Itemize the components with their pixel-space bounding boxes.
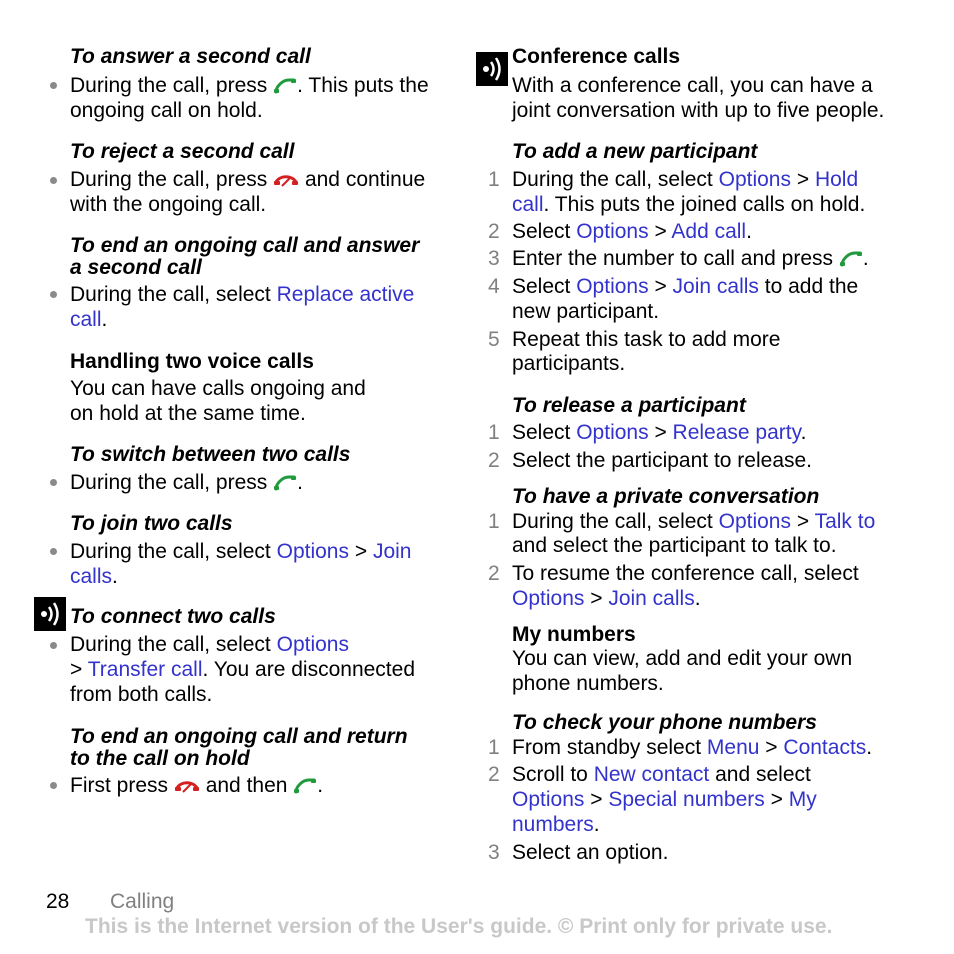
- answer-instruction-cont: ongoing call on hold.: [70, 99, 263, 122]
- add-step-2: [512, 219, 752, 244]
- page-number: 28: [46, 890, 70, 913]
- link-replace-active[interactable]: Replace active: [276, 283, 415, 306]
- conference-paragraph-2: joint conversation with up to five people.: [512, 99, 885, 122]
- text: . This puts the joined calls on hold.: [543, 193, 866, 216]
- handling-paragraph-2: on hold at the same time.: [70, 402, 306, 425]
- link-calls[interactable]: calls: [70, 565, 113, 588]
- text: .: [297, 471, 303, 494]
- heading-end-return-1: To end an ongoing call and return: [70, 725, 408, 748]
- add-step-5-cont: participants.: [512, 352, 626, 375]
- link-add-call[interactable]: Add call: [671, 220, 747, 243]
- text: From standby select: [512, 736, 702, 759]
- link-options[interactable]: Options: [576, 275, 649, 298]
- text: Enter the number to call and press: [512, 247, 834, 270]
- text: During the call, press: [70, 168, 268, 191]
- text: .: [800, 421, 807, 444]
- text: During the call, select: [512, 168, 713, 191]
- heading-conference-calls: Conference calls: [512, 45, 681, 68]
- text: .: [862, 247, 869, 270]
- heading-add-participant: To add a new participant: [512, 140, 758, 163]
- end-key-icon: [174, 778, 200, 794]
- link-contacts[interactable]: Contacts: [783, 736, 867, 759]
- link-special-numbers[interactable]: Special numbers: [608, 788, 765, 811]
- step-number: 1: [488, 421, 500, 444]
- reject-instruction-cont: with the ongoing call.: [70, 193, 267, 216]
- private-step-1-cont: and select the participant to talk to.: [512, 534, 837, 557]
- check-step-3: Select an option.: [512, 841, 669, 864]
- call-key-icon: [839, 251, 863, 267]
- private-step-2: To resume the conference call, select: [512, 562, 859, 585]
- step-number: 2: [488, 220, 500, 243]
- check-step-1: [512, 735, 872, 760]
- link-release-party[interactable]: Release party: [672, 421, 801, 444]
- text: Select: [512, 421, 571, 444]
- handling-paragraph-1: You can have calls ongoing and: [70, 377, 366, 400]
- link-options[interactable]: Options: [718, 510, 791, 533]
- add-step-5: Repeat this task to add more: [512, 328, 781, 351]
- join-instruction: [70, 539, 411, 564]
- text: Scroll to: [512, 763, 588, 786]
- text: .: [593, 813, 600, 836]
- add-step-1-cont: [512, 192, 865, 217]
- network-service-icon: [34, 597, 66, 631]
- private-step-1: [512, 509, 875, 534]
- release-step-1: [512, 420, 806, 445]
- connect-instruction-cont: [70, 657, 415, 682]
- bullet: [50, 177, 57, 184]
- bullet: [50, 479, 57, 486]
- heading-end-return-2: to the call on hold: [70, 747, 250, 770]
- separator: >: [590, 788, 603, 811]
- network-service-icon: [476, 52, 508, 86]
- step-number: 1: [488, 168, 500, 191]
- text: Select: [512, 220, 571, 243]
- separator: >: [354, 540, 368, 563]
- conference-paragraph-1: With a conference call, you can have a: [512, 74, 873, 97]
- link-join-calls[interactable]: Join calls: [672, 275, 759, 298]
- my-numbers-paragraph-1: You can view, add and edit your own: [512, 647, 853, 670]
- step-number: 2: [488, 562, 500, 585]
- bullet: [50, 782, 57, 789]
- check-step-2-end: [512, 812, 600, 837]
- link-options[interactable]: Options: [276, 540, 349, 563]
- call-key-icon: [273, 78, 297, 94]
- text: First press: [70, 774, 169, 797]
- bullet: [50, 548, 57, 555]
- link-transfer-call[interactable]: Transfer call: [87, 658, 203, 681]
- link-options[interactable]: Options: [718, 168, 791, 191]
- text: During the call, select: [70, 540, 271, 563]
- link-options[interactable]: Options: [576, 421, 649, 444]
- private-step-2-cont: [512, 586, 701, 611]
- text: During the call, press: [70, 74, 268, 97]
- text: and then: [205, 774, 288, 797]
- check-step-2-cont: [512, 787, 817, 812]
- link-menu[interactable]: Menu: [706, 736, 760, 759]
- call-key-icon: [273, 475, 297, 491]
- heading-switch-calls: To switch between two calls: [70, 443, 351, 466]
- text: .: [112, 565, 118, 588]
- join-instruction-cont: [70, 564, 118, 589]
- link-talk-to[interactable]: Talk to: [814, 510, 876, 533]
- heading-reject-second-call: To reject a second call: [70, 140, 295, 163]
- heading-my-numbers: My numbers: [512, 623, 636, 646]
- add-step-1: [512, 167, 858, 192]
- link-call[interactable]: call: [70, 308, 102, 331]
- heading-connect-calls: To connect two calls: [70, 605, 276, 628]
- link-new-contact[interactable]: New contact: [593, 763, 710, 786]
- separator: >: [590, 587, 603, 610]
- text: .: [746, 220, 752, 243]
- link-hold[interactable]: Hold: [814, 168, 859, 191]
- text: .: [101, 308, 108, 331]
- separator: >: [770, 788, 783, 811]
- step-number: 4: [488, 275, 500, 298]
- check-step-2: [512, 762, 811, 787]
- internet-version-notice: This is the Internet version of the User's guide. © Print only for private use.: [85, 915, 833, 938]
- link-join-calls[interactable]: Join calls: [608, 587, 695, 610]
- end-return-instruction: [70, 773, 323, 798]
- text: and select: [715, 763, 811, 786]
- separator: >: [796, 168, 810, 191]
- text: Select: [512, 275, 571, 298]
- bullet: [50, 291, 57, 298]
- heading-release-participant: To release a participant: [512, 394, 746, 417]
- step-number: 1: [488, 736, 500, 759]
- heading-end-answer-1: To end an ongoing call and answer: [70, 234, 420, 257]
- heading-join-calls: To join two calls: [70, 512, 233, 535]
- add-step-4: [512, 274, 858, 299]
- step-number: 3: [488, 841, 500, 864]
- add-step-3: [512, 246, 869, 271]
- link-options[interactable]: Options: [512, 788, 585, 811]
- text: to add the: [764, 275, 859, 298]
- switch-instruction: [70, 470, 303, 495]
- text: During the call, select: [512, 510, 713, 533]
- link-numbers[interactable]: numbers: [512, 813, 594, 836]
- separator: >: [654, 220, 667, 243]
- text: and continue: [304, 168, 426, 191]
- section-name: Calling: [110, 890, 175, 913]
- answer-instruction: [70, 73, 429, 98]
- separator: >: [70, 658, 83, 681]
- end-key-icon: [273, 172, 299, 188]
- connect-instruction-end: from both calls.: [70, 683, 213, 706]
- text: . This puts the: [297, 74, 429, 97]
- bullet: [50, 642, 57, 649]
- heading-answer-second-call: To answer a second call: [70, 45, 311, 68]
- text: .: [866, 736, 873, 759]
- my-numbers-paragraph-2: phone numbers.: [512, 672, 664, 695]
- step-number: 3: [488, 247, 500, 270]
- link-join[interactable]: Join: [372, 540, 412, 563]
- heading-private-conversation: To have a private conversation: [512, 485, 820, 508]
- step-number: 2: [488, 449, 500, 472]
- release-step-2: Select the participant to release.: [512, 449, 813, 472]
- heading-handling-two-calls: Handling two voice calls: [70, 350, 314, 373]
- separator: >: [654, 421, 667, 444]
- end-answer-instruction-cont: [70, 307, 107, 332]
- text: During the call, press: [70, 471, 268, 494]
- separator: >: [765, 736, 778, 759]
- link-options[interactable]: Options: [276, 633, 349, 656]
- link-my[interactable]: My: [788, 788, 817, 811]
- step-number: 1: [488, 510, 500, 533]
- heading-check-numbers: To check your phone numbers: [512, 711, 817, 734]
- text: .: [317, 774, 324, 797]
- add-step-4-cont: new participant.: [512, 300, 660, 323]
- reject-instruction: [70, 167, 425, 192]
- connect-instruction: [70, 632, 349, 657]
- end-answer-instruction: [70, 282, 414, 307]
- text: . You are disconnected: [202, 658, 416, 681]
- bullet: [50, 82, 57, 89]
- call-key-icon: [293, 778, 317, 794]
- step-number: 5: [488, 328, 500, 351]
- link-options[interactable]: Options: [512, 587, 585, 610]
- link-options[interactable]: Options: [576, 220, 649, 243]
- separator: >: [654, 275, 667, 298]
- heading-end-answer-2: a second call: [70, 256, 202, 279]
- text: During the call, select: [70, 633, 271, 656]
- separator: >: [796, 510, 810, 533]
- step-number: 2: [488, 763, 500, 786]
- text: During the call, select: [70, 283, 271, 306]
- text: .: [694, 587, 701, 610]
- link-call[interactable]: call: [512, 193, 544, 216]
